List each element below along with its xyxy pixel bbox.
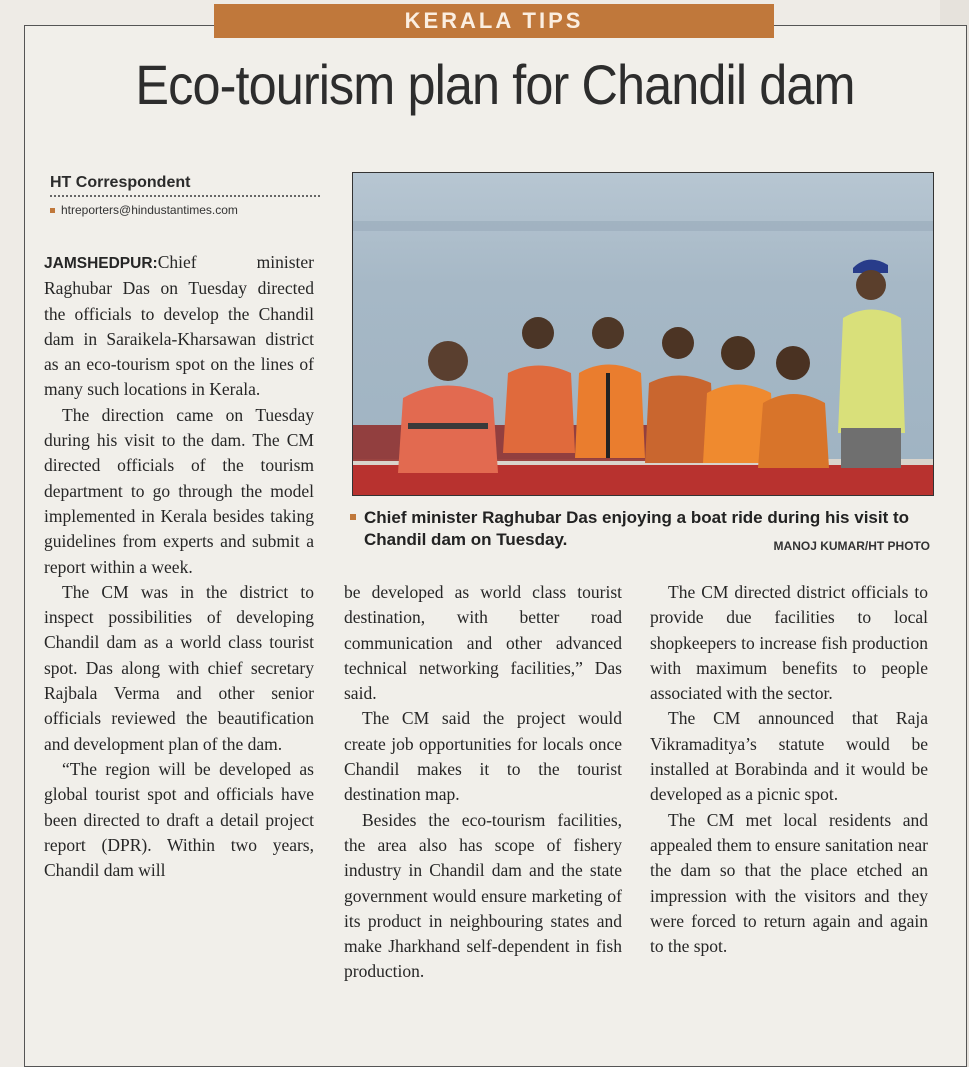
paragraph: The CM was in the district to inspect possibilities of developing Chandil dam as a world class tourist spot. Das along with chief secretary Rajbala Verma and other senior officials reviewed the beautification and development plan of the dam. [44,581,314,754]
caption-text: Chief minister Raghubar Das enjoying a boat ride during his visit to Chandil dam on Tuesday. [364,508,910,549]
dateline: JAMSHEDPUR: [44,255,158,272]
article-column-3 [650,580,928,959]
byline-email: htreporters@hindustantimes.com [61,203,238,217]
yellow-shirt [838,310,905,434]
byline-email-row [50,203,320,217]
photo-caption [350,507,930,551]
caption-bullet-icon [350,514,356,520]
section-tag [214,4,774,38]
headline: Eco-tourism plan for Chandil dam [135,53,855,116]
article-column-2 [344,580,622,985]
person-head [428,341,468,381]
paragraph: The CM met local residents and appealed them to ensure sanitation near the dam so that the place etched an impression with the visitors and they were forced to return again and again to the spot. [650,809,928,957]
paragraph: The CM said the project would create job opportunities for locals once Chandil makes it to the tourist destination map. [344,708,622,805]
article-column-1 [44,250,314,883]
paragraph: “The region will be developed as global tourist spot and officials have been directed to draft a detail project report (DPR). Within two years, Chandil dam will [44,758,314,881]
bullet-square-icon [50,208,55,213]
paragraph: The CM directed district officials to provide due facilities to local shopkeepers to increase fish production with maximum benefits to people associated with the sector. [650,582,928,704]
paragraph-text: Chief minister Raghubar Das on Tuesday directed the officials to develop the Chandil dam in Saraikela-Kharsawan district as an eco-tourism spot on the lines of many such locations in Kerala. [44,252,314,400]
paragraph [44,250,314,403]
boat-ride-photo [353,173,933,495]
byline [50,174,320,217]
paragraph: The direction came on Tuesday during his visit to the dam. The CM directed officials of the tourism department to go through the model implemented in Kerala besides taking guidelines from experts and submit a report within a week. [44,404,314,577]
photo-credit: MANOJ KUMAR/HT PHOTO [773,539,930,553]
section-tag-label: KERALA TIPS [404,8,584,33]
life-jacket [398,386,498,474]
byline-name: HT Correspondent [50,174,320,197]
paragraph: be developed as world class tourist destination, with better road communication and other advanced technical networking facilities,” Das said. [344,582,622,704]
paragraph: Besides the eco-tourism facilities, the area also has scope of fishery industry in Chandil dam and the state government would ensure marketing of its product in neighbouring states and make Jharkhand self-dependent in fish production. [344,809,622,982]
article-photo [352,172,934,496]
paragraph: The CM announced that Raja Vikramaditya’s statute would be installed at Borabinda and it would be developed as a picnic spot. [650,708,928,805]
